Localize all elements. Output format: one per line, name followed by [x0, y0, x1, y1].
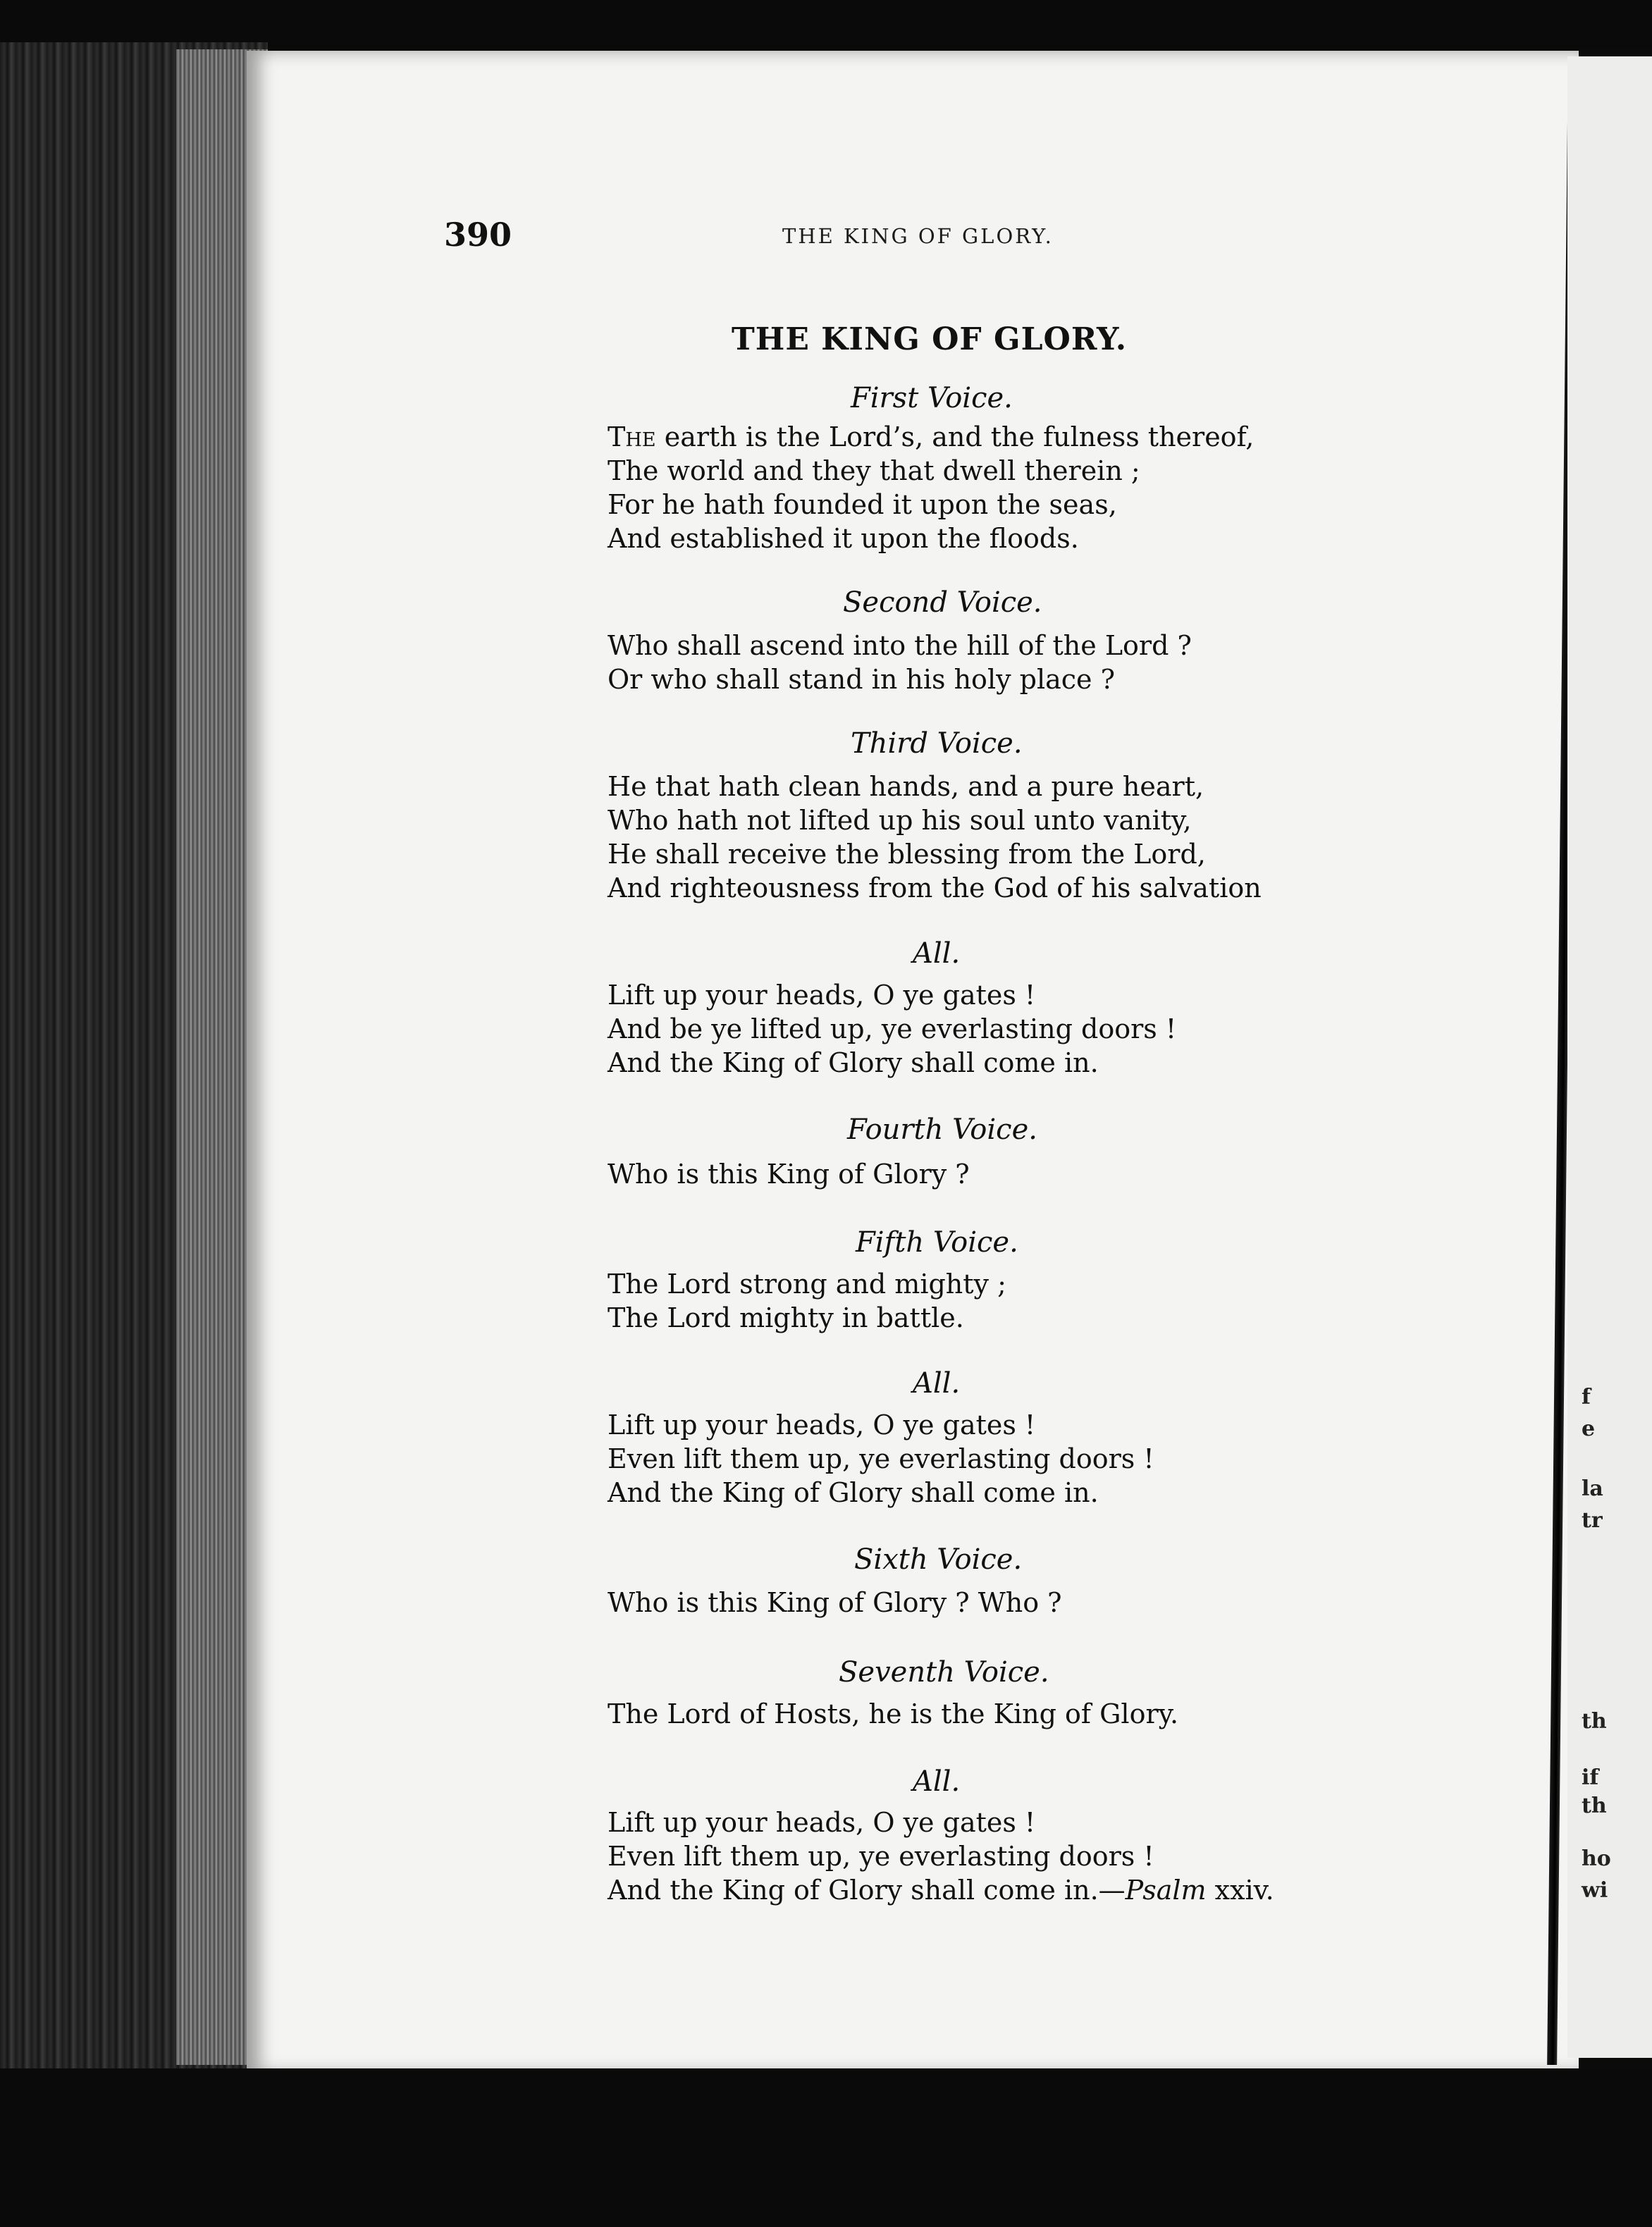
verse-line	[608, 1875, 1274, 1906]
verse-line: Who shall ascend into the hill of the Lord ?	[608, 630, 1192, 661]
bottom-margin	[0, 2068, 1652, 2227]
verse-line: Who hath not lifted up his soul unto vanity,	[608, 805, 1192, 836]
next-page-fragment: th	[1582, 1794, 1607, 1818]
voice-heading: All.	[913, 1765, 961, 1798]
verse-line: And be ye lifted up, ye everlasting doors !	[608, 1013, 1177, 1044]
next-page-fragment: tr	[1582, 1508, 1603, 1533]
voice-heading: All.	[913, 937, 961, 970]
verse-line: He that hath clean hands, and a pure heart,	[608, 771, 1204, 802]
voice-heading: First Voice.	[851, 382, 1013, 414]
running-head	[444, 216, 1381, 258]
verse-line: The Lord of Hosts, he is the King of Glory.	[608, 1698, 1179, 1729]
next-page-fragment: wi	[1582, 1878, 1608, 1903]
next-page-fragment: th	[1582, 1709, 1607, 1734]
verse-line-text: earth is the Lord’s, and the fulness thereof,	[664, 421, 1255, 452]
voice-heading: Sixth Voice.	[854, 1543, 1023, 1576]
verse-line: Even lift them up, ye everlasting doors !	[608, 1443, 1154, 1474]
verse-line: And righteousness from the God of his salvation	[608, 872, 1262, 903]
voice-heading: Second Voice.	[843, 586, 1042, 619]
verse-line: The Lord strong and mighty ;	[608, 1269, 1006, 1300]
voice-heading: All.	[913, 1367, 961, 1400]
next-page-fragment: f	[1582, 1385, 1591, 1409]
next-page-fragment: e	[1582, 1417, 1596, 1441]
verse-line: And the King of Glory shall come in.	[608, 1477, 1099, 1508]
verse-line: He shall receive the blessing from the Lord,	[608, 839, 1206, 870]
verse-line: Lift up your heads, O ye gates !	[608, 980, 1036, 1011]
verse-line: Even lift them up, ye everlasting doors !	[608, 1841, 1154, 1872]
citation-ref: xxiv.	[1214, 1875, 1274, 1906]
verse-line: Lift up your heads, O ye gates !	[608, 1409, 1036, 1441]
next-page-sliver	[1567, 56, 1652, 2058]
running-head-title: THE KING OF GLORY.	[782, 224, 1054, 248]
verse-line: Lift up your heads, O ye gates !	[608, 1807, 1036, 1838]
verse-line: Who is this King of Glory ? Who ?	[608, 1587, 1062, 1618]
next-page-fragment: la	[1582, 1476, 1603, 1501]
voice-heading: Fourth Voice.	[847, 1114, 1037, 1146]
verse-line: And established it upon the floods.	[608, 523, 1079, 554]
verse-line	[608, 421, 1254, 452]
verse-line-text: And the King of Glory shall come in.—	[608, 1875, 1126, 1906]
first-word: The	[608, 421, 656, 452]
verse-line: Or who shall stand in his holy place ?	[608, 664, 1115, 695]
voice-heading: Third Voice.	[851, 727, 1023, 760]
voice-heading: Seventh Voice.	[839, 1656, 1049, 1689]
next-page-fragment: if	[1582, 1765, 1599, 1790]
verse-line: The Lord mighty in battle.	[608, 1302, 964, 1333]
poem-title: THE KING OF GLORY.	[732, 321, 1128, 357]
verse-line: For he hath founded it upon the seas,	[608, 489, 1117, 520]
page-number: 390	[444, 216, 512, 254]
voice-heading: Fifth Voice.	[856, 1226, 1018, 1259]
verse-line: The world and they that dwell therein ;	[608, 455, 1140, 486]
citation-source: Psalm	[1125, 1875, 1207, 1906]
verse-line: And the King of Glory shall come in.	[608, 1047, 1099, 1078]
next-page-fragment: ho	[1582, 1846, 1611, 1871]
verse-line: Who is this King of Glory ?	[608, 1159, 970, 1190]
